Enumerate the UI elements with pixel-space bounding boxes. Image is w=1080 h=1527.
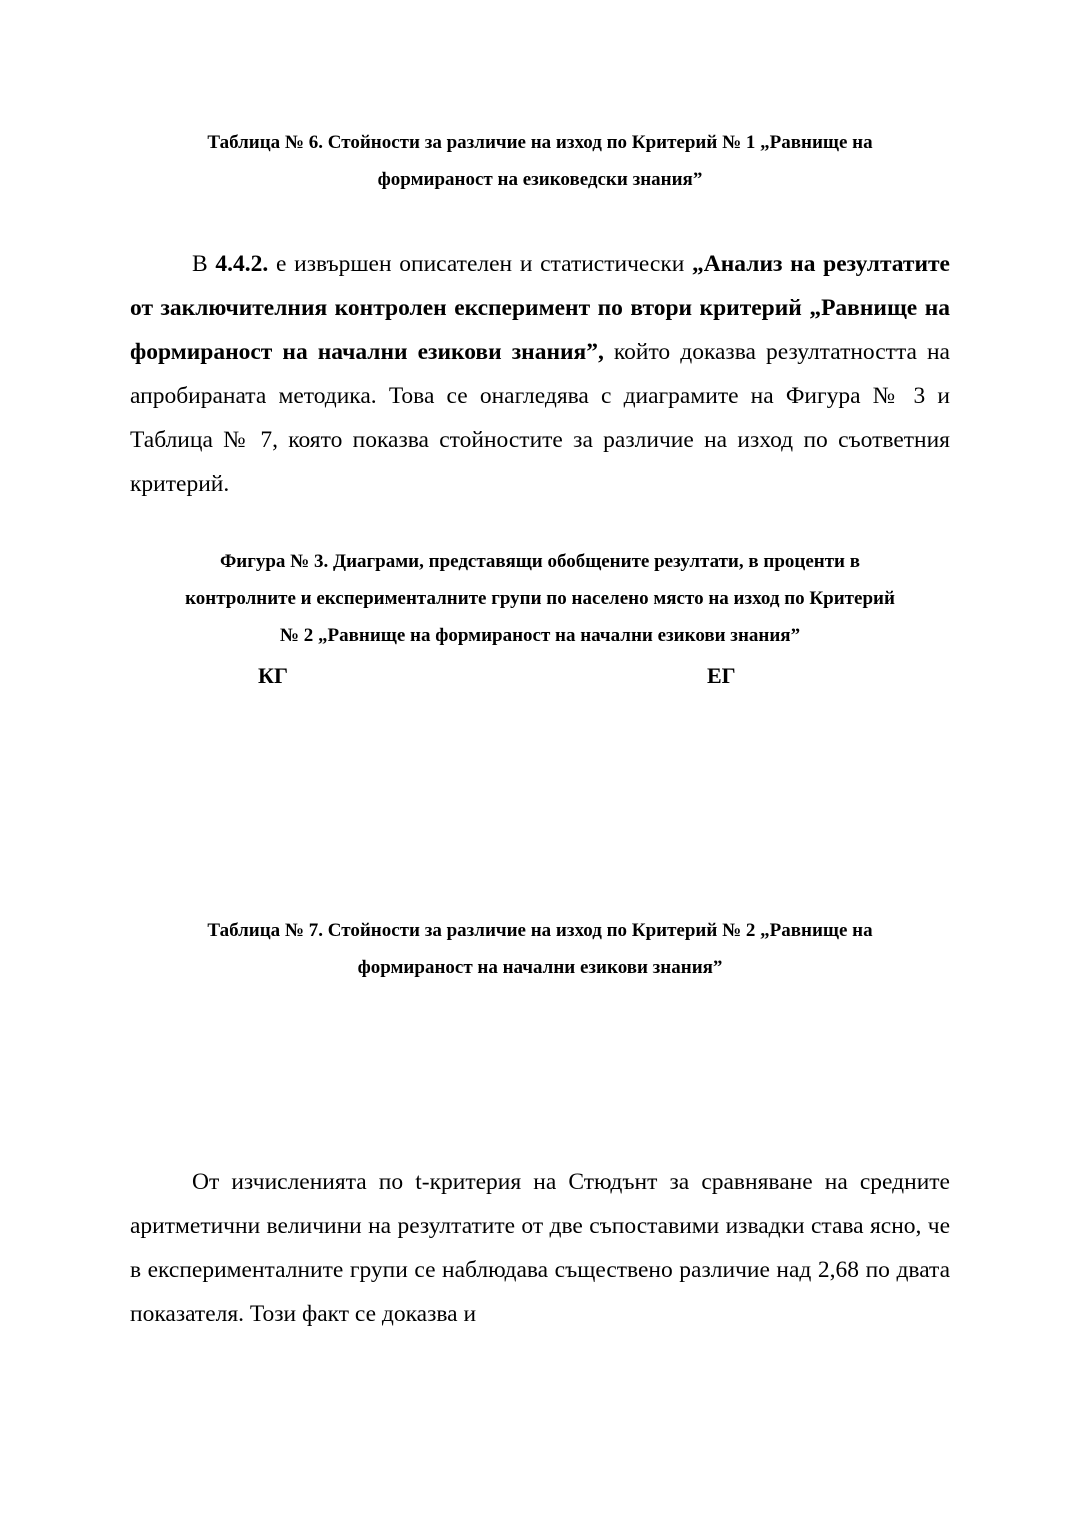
table7-caption-line2: формираност на начални езикови знания” [357,957,723,978]
table7-caption [130,912,950,986]
analysis-paragraph [130,242,950,506]
t-test-paragraph [130,1160,950,1336]
experimental-group-label: ЕГ [707,663,736,688]
figure3-chart-area [130,700,950,890]
paragraph-lead: В [192,251,216,277]
paragraph-text2: който доказва резултатността на апробираната методика. Това се онагледява с диаграмите на Фигура № 3 и Таблица № 7, която показва стойностите за различие на изход по съответния критерий. [130,339,950,497]
section-reference: 4.4.2. [215,251,269,277]
figure3-caption-line1: Фигура № 3. Диаграми, представящи обобщените резултати, в проценти в [219,551,861,572]
table7-area [130,995,950,1145]
figure3-caption-line3: № 2 „Равнище на формираност на начални езикови знания” [279,625,801,646]
control-group-label: КГ [258,663,288,688]
t-test-text: От изчисленията по t-критерия на Стюдънт за сравняване на средните аритметични величини на резултатите от две съпоставими извадки става ясно, че в експерименталните групи се наблюдава съществено различие над 2,68 по двата показателя. Този факт се доказва и [130,1169,950,1327]
table7-caption-line1: Таблица № 7. Стойности за различие на изход по Критерий № 2 „Равнище на [207,920,873,941]
table6-caption-line2: формираност на езиковедски знания” [377,169,703,190]
table6-caption [130,124,950,198]
table6-caption-line1: Таблица № 6. Стойности за различие на изход по Критерий № 1 „Равнище на [207,132,873,153]
paragraph-text1: е извършен описателен и статистически [268,251,693,277]
figure3-caption-line2: контролните и експерименталните групи по населено място на изход по Критерий [185,588,895,609]
analysis-title: „Анализ на резултатите от заключителния контролен експеримент по втори критерий „Равнище на формираност на начални езикови знания”, [130,251,950,365]
figure3-caption [130,543,950,654]
